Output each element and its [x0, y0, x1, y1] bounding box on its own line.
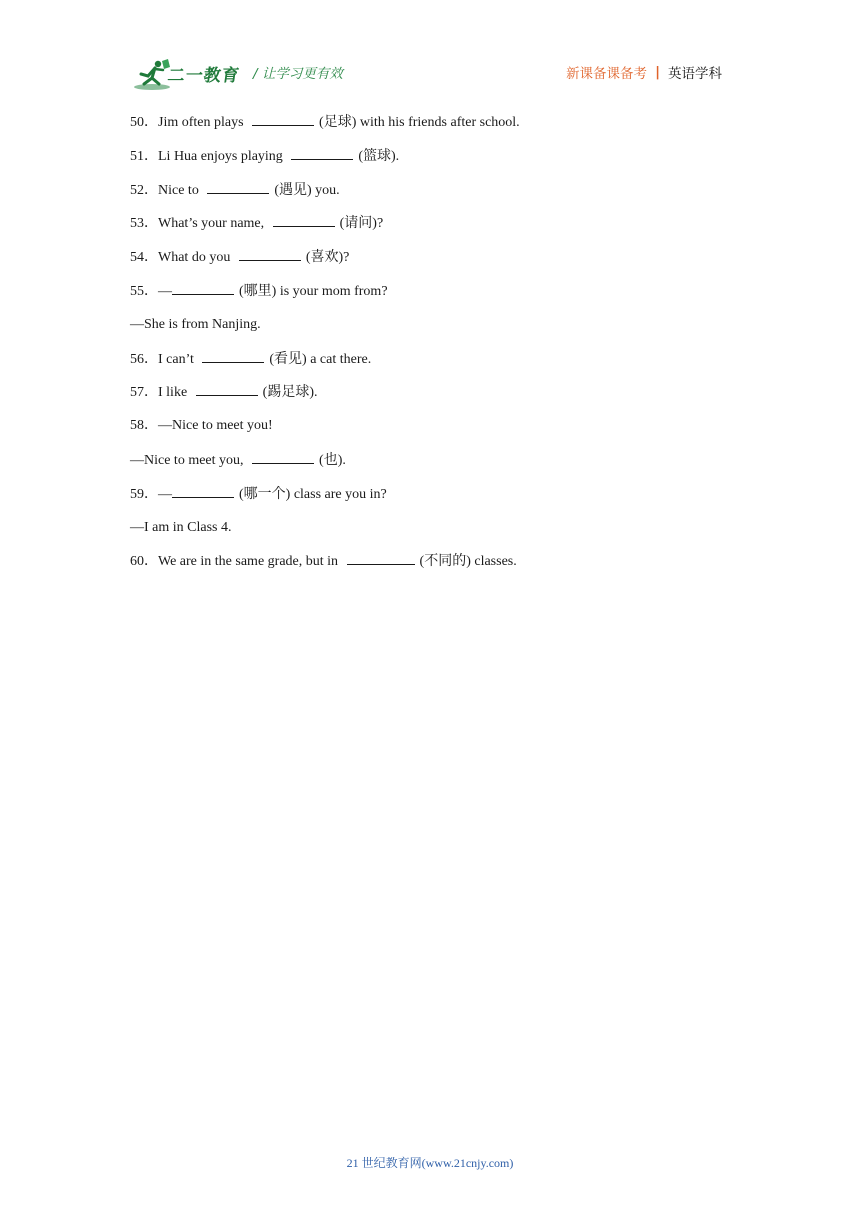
question-text-before: Nice to: [158, 182, 199, 198]
question-number: 53．: [130, 216, 158, 232]
question-54: [130, 248, 750, 282]
question-58-response: [130, 451, 750, 485]
subject-label: 英语学科: [668, 66, 722, 82]
question-number: 50．: [130, 115, 158, 130]
answer-blank[interactable]: [202, 350, 264, 363]
brand-logo-text: 二一教育: [166, 66, 242, 86]
question-text-before: What’s your name,: [158, 216, 265, 232]
question-number: 60．: [130, 554, 158, 570]
page-header: [0, 0, 860, 100]
question-56: [130, 350, 750, 384]
question-number: 55．: [130, 283, 158, 299]
question-text-after: (不同的) classes.: [419, 554, 517, 570]
question-number: 59．: [130, 486, 158, 502]
question-number: 56．: [130, 351, 158, 367]
question-text-after: (哪里) is your mom from?: [239, 283, 388, 299]
question-60: [130, 552, 750, 586]
question-text-before: What do you: [158, 250, 231, 266]
dialogue-line: —I am in Class 4.: [130, 519, 232, 535]
answer-blank[interactable]: [291, 147, 353, 160]
question-51: [130, 147, 750, 181]
question-57: [130, 383, 750, 417]
question-58: [130, 417, 750, 451]
question-50: [130, 113, 750, 147]
question-text-after: (哪一个) class are you in?: [239, 486, 387, 502]
question-text-before: Jim often plays: [158, 115, 244, 130]
question-text-before: Li Hua enjoys playing: [158, 148, 283, 164]
question-59: [130, 485, 750, 519]
exam-tag: 新课备课备考: [566, 66, 648, 82]
answer-blank[interactable]: [273, 214, 335, 227]
question-text-after: (足球) with his friends after school.: [319, 115, 520, 130]
question-text-after: (看见) a cat there.: [269, 351, 372, 367]
answer-blank[interactable]: [252, 451, 314, 464]
page-footer: 21 世纪教育网(www.21cnjy.com): [346, 1156, 514, 1170]
header-right: [566, 62, 722, 82]
question-text-before: I can’t: [158, 351, 194, 367]
question-text-after: (踢足球).: [262, 385, 318, 401]
answer-blank[interactable]: [172, 282, 234, 295]
question-55-response: [130, 316, 750, 350]
question-55: [130, 282, 750, 316]
question-number: 58．: [130, 418, 158, 434]
question-52: [130, 181, 750, 215]
answer-blank[interactable]: [207, 181, 269, 194]
answer-blank[interactable]: [172, 485, 234, 498]
question-text-before: We are in the same grade, but in: [158, 554, 339, 570]
answer-blank[interactable]: [239, 248, 301, 261]
question-number: 52．: [130, 182, 158, 198]
header-divider: |: [655, 64, 660, 80]
question-number: 54．: [130, 250, 158, 266]
dialogue-line: —She is from Nanjing.: [130, 316, 261, 332]
question-53: [130, 214, 750, 248]
question-text-after: (请问)?: [339, 216, 384, 232]
question-text-before: —: [158, 486, 172, 502]
brand-slogan: / 让学习更有效: [253, 66, 343, 82]
question-number: 51．: [130, 148, 158, 164]
question-text-after: (也).: [319, 452, 346, 468]
question-59-response: [130, 519, 750, 553]
question-number: 57．: [130, 385, 158, 401]
question-text-before: —: [158, 283, 172, 299]
answer-blank[interactable]: [196, 383, 258, 396]
answer-blank[interactable]: [347, 552, 415, 565]
question-text-after: (喜欢)?: [305, 250, 350, 266]
dialogue-line: —Nice to meet you!: [158, 418, 273, 434]
question-text-before: I like: [158, 385, 188, 401]
answer-blank[interactable]: [252, 113, 314, 126]
question-text-before: —Nice to meet you,: [130, 452, 244, 468]
question-list: [130, 113, 750, 586]
question-text-after: (遇见) you.: [274, 182, 340, 198]
question-text-after: (篮球).: [358, 148, 400, 164]
